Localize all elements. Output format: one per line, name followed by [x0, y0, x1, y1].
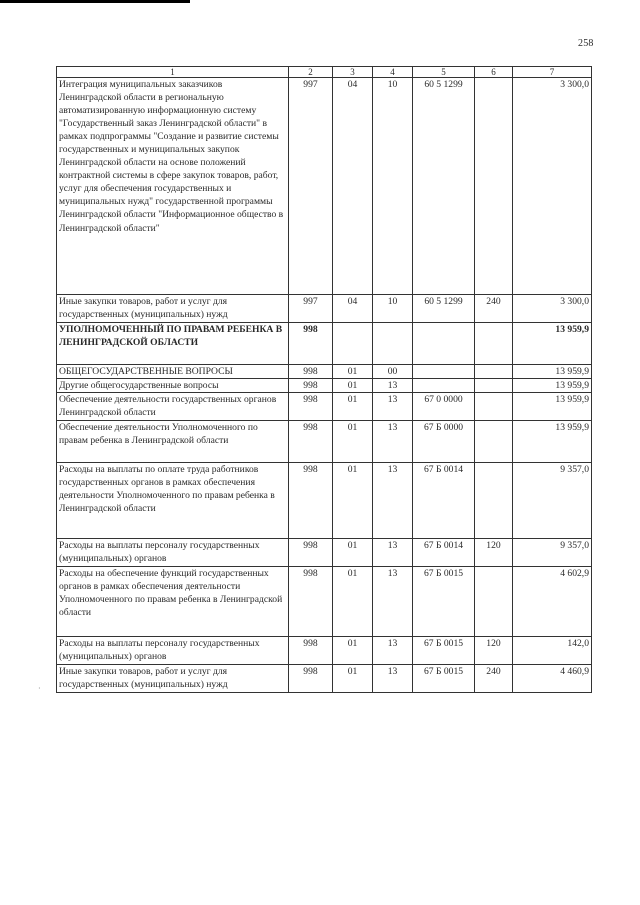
table-row [57, 463, 592, 539]
row-expense-type [475, 567, 513, 637]
table-row [57, 323, 592, 365]
row-section-code: 04 [333, 295, 373, 323]
row-expense-type: 240 [475, 295, 513, 323]
row-ministry-code: 997 [289, 78, 333, 295]
row-name: Иные закупки товаров, работ и услуг для государственных (муниципальных) нужд [57, 295, 289, 323]
row-subsection-code: 10 [373, 295, 413, 323]
row-section-code: 01 [333, 665, 373, 693]
table-row [57, 665, 592, 693]
row-name: ОБЩЕГОСУДАРСТВЕННЫЕ ВОПРОСЫ [57, 365, 289, 379]
header-col-5: 5 [413, 67, 475, 78]
row-expense-type [475, 421, 513, 463]
header-col-7: 7 [513, 67, 592, 78]
row-section-code: 01 [333, 567, 373, 637]
table-row [57, 539, 592, 567]
row-section-code: 01 [333, 463, 373, 539]
row-amount: 142,0 [513, 637, 592, 665]
header-col-4: 4 [373, 67, 413, 78]
row-amount: 3 300,0 [513, 78, 592, 295]
row-expense-type [475, 379, 513, 393]
row-target-article: 60 5 1299 [413, 295, 475, 323]
row-section-code: 01 [333, 421, 373, 463]
table-row [57, 421, 592, 463]
row-subsection-code: 13 [373, 665, 413, 693]
row-section-code: 01 [333, 393, 373, 421]
margin-mark: · [38, 684, 41, 693]
row-subsection-code: 13 [373, 463, 413, 539]
row-amount: 9 357,0 [513, 463, 592, 539]
row-ministry-code: 998 [289, 463, 333, 539]
row-section-code: 01 [333, 379, 373, 393]
row-target-article: 67 0 0000 [413, 393, 475, 421]
row-name: Расходы на выплаты по оплате труда работников государственных органов в рамках обеспечения деятельности Уполномоченного по правам ребенка в Ленинградской области [57, 463, 289, 539]
row-expense-type: 240 [475, 665, 513, 693]
row-subsection-code: 10 [373, 78, 413, 295]
row-expense-type: 120 [475, 637, 513, 665]
header-col-3: 3 [333, 67, 373, 78]
header-col-2: 2 [289, 67, 333, 78]
row-name: Расходы на обеспечение функций государственных органов в рамках обеспечения деятельности Уполномоченного по правам ребенка в Ленинградской области [57, 567, 289, 637]
row-ministry-code: 998 [289, 637, 333, 665]
row-section-code: 01 [333, 365, 373, 379]
row-subsection-code: 00 [373, 365, 413, 379]
budget-table [56, 66, 592, 693]
header-col-1: 1 [57, 67, 289, 78]
row-target-article [413, 379, 475, 393]
table-row [57, 393, 592, 421]
row-amount: 13 959,9 [513, 365, 592, 379]
row-target-article [413, 323, 475, 365]
row-expense-type [475, 463, 513, 539]
header-col-6: 6 [475, 67, 513, 78]
page-number: 258 [578, 38, 594, 49]
table-header-row [57, 67, 592, 78]
row-amount: 4 460,9 [513, 665, 592, 693]
row-expense-type [475, 78, 513, 295]
table-row [57, 365, 592, 379]
row-ministry-code: 998 [289, 393, 333, 421]
row-expense-type: 120 [475, 539, 513, 567]
row-ministry-code: 998 [289, 665, 333, 693]
row-name: Иные закупки товаров, работ и услуг для государственных (муниципальных) нужд [57, 665, 289, 693]
table-row [57, 295, 592, 323]
row-name: Расходы на выплаты персоналу государственных (муниципальных) органов [57, 539, 289, 567]
row-ministry-code: 998 [289, 323, 333, 365]
row-section-code [333, 323, 373, 365]
row-name: Расходы на выплаты персоналу государственных (муниципальных) органов [57, 637, 289, 665]
row-target-article: 60 5 1299 [413, 78, 475, 295]
row-name: Обеспечение деятельности государственных органов Ленинградской области [57, 393, 289, 421]
row-expense-type [475, 323, 513, 365]
row-subsection-code: 13 [373, 637, 413, 665]
row-subsection-code: 13 [373, 393, 413, 421]
row-subsection-code: 13 [373, 421, 413, 463]
row-section-code: 04 [333, 78, 373, 295]
table-row [57, 379, 592, 393]
row-target-article: 67 Б 0015 [413, 665, 475, 693]
row-target-article [413, 365, 475, 379]
row-expense-type [475, 365, 513, 379]
row-expense-type [475, 393, 513, 421]
row-target-article: 67 Б 0014 [413, 463, 475, 539]
row-name: УПОЛНОМОЧЕННЫЙ ПО ПРАВАМ РЕБЕНКА В ЛЕНИНГРАДСКОЙ ОБЛАСТИ [57, 323, 289, 365]
row-ministry-code: 998 [289, 539, 333, 567]
row-subsection-code [373, 323, 413, 365]
top-edge-rule [0, 0, 190, 3]
row-target-article: 67 Б 0014 [413, 539, 475, 567]
row-section-code: 01 [333, 539, 373, 567]
row-subsection-code: 13 [373, 567, 413, 637]
row-ministry-code: 998 [289, 567, 333, 637]
row-amount: 13 959,9 [513, 421, 592, 463]
row-ministry-code: 998 [289, 379, 333, 393]
row-amount: 13 959,9 [513, 393, 592, 421]
table-row [57, 78, 592, 295]
row-name: Интеграция муниципальных заказчиков Ленинградской области в региональную автоматизированную информационную систему "Государственный заказ Ленинградской области" в рамках подпрограммы "Создание и развитие системы государственных и муниципальных закупок Ленинградской области на основе положений контрактной системы в сфере закупок товаров, работ, услуг для обеспечения государственных и муниципальных нужд" государственной программы Ленинградской области "Информационное общество в Ленинградской области" [57, 78, 289, 295]
row-amount: 13 959,9 [513, 379, 592, 393]
row-amount: 3 300,0 [513, 295, 592, 323]
row-amount: 13 959,9 [513, 323, 592, 365]
table-row [57, 637, 592, 665]
row-target-article: 67 Б 0015 [413, 567, 475, 637]
row-section-code: 01 [333, 637, 373, 665]
row-name: Обеспечение деятельности Уполномоченного по правам ребенка в Ленинградской области [57, 421, 289, 463]
row-subsection-code: 13 [373, 539, 413, 567]
row-amount: 9 357,0 [513, 539, 592, 567]
row-target-article: 67 Б 0015 [413, 637, 475, 665]
row-amount: 4 602,9 [513, 567, 592, 637]
row-ministry-code: 997 [289, 295, 333, 323]
row-ministry-code: 998 [289, 365, 333, 379]
row-subsection-code: 13 [373, 379, 413, 393]
table-row [57, 567, 592, 637]
row-ministry-code: 998 [289, 421, 333, 463]
row-name: Другие общегосударственные вопросы [57, 379, 289, 393]
row-target-article: 67 Б 0000 [413, 421, 475, 463]
